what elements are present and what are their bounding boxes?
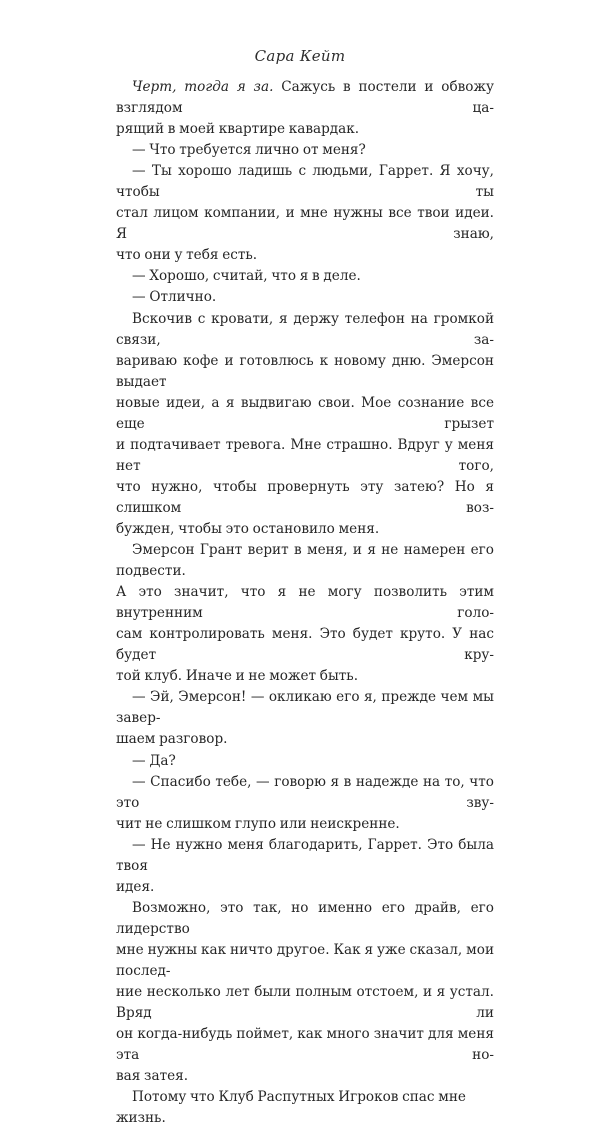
text-line: сам контролировать меня. Это будет круто. У нас будет кру- [116,626,494,664]
text-line: чит не слишком глупо или неискренне. [116,815,400,832]
paragraph-7 [116,540,494,687]
text-line: стал лицом компании, и мне нужны все твои идеи. Я знаю, [116,205,494,243]
text-line: рящий в моей квартире кавардак. [116,121,360,138]
text-line: Вскочив с кровати, я держу телефон на громкой связи, за- [116,310,494,348]
paragraph-8 [116,687,494,750]
text-line: — Отлично. [132,289,217,306]
text-line: вая затея. [116,1068,189,1085]
text-line: — Ты хорошо ладишь с людьми, Гаррет. Я хочу, чтобы ты [116,163,494,201]
paragraph-11 [116,835,494,898]
text-line: — Да? [132,752,176,769]
italic-thought: Черт, тогда я за. [132,79,274,95]
text-line: вариваю кофе и готовлюсь к новому дню. Эмерсон выдает [116,352,494,390]
text-line: ние несколько лет были полным отстоем, и я устал. Вряд ли [116,984,494,1022]
text-line: что нужно, чтобы провернуть эту затею? Но я слишком воз- [116,478,494,516]
paragraph-10 [116,772,494,835]
text-line: Потому что Клуб Распутных Игроков спас мне жизнь. [116,1089,466,1127]
paragraph-12 [116,898,494,1087]
paragraph-3 [116,161,494,266]
text-line: — Эй, Эмерсон! — окликаю его я, прежде чем мы завер- [116,689,494,727]
text-line [116,77,494,119]
paragraph-2 [116,140,494,161]
paragraph-13 [116,1087,494,1129]
text-line: той клуб. Иначе и не может быть. [116,668,359,685]
paragraph-4 [116,266,494,287]
text-line: шаем разговор. [116,731,228,748]
running-header: Сара Кейт [254,47,346,65]
text-line: бужден, чтобы это остановило меня. [116,520,380,537]
text-line: новые идеи, а я выдвигаю свои. Мое сознание все еще грызет [116,394,494,432]
body-text [116,77,494,1129]
paragraph-1 [116,77,494,140]
text-line: — Спасибо тебе, — говорю я в надежде на то, что это зву- [116,773,494,811]
text-line: он когда-нибудь поймет, как много значит для меня эта но- [116,1026,494,1064]
paragraph-6 [116,309,494,541]
text-line: — Хорошо, считай, что я в деле. [132,268,361,285]
paragraph-5 [116,287,494,308]
text-line: идея. [116,878,155,895]
text-line: что они у тебя есть. [116,247,258,264]
text-fragment: Сажусь в постели и обвожу взглядом ца- [116,79,494,117]
text-line: — Что требуется лично от меня? [132,142,366,159]
text-line: — Не нужно меня благодарить, Гаррет. Это была твоя [116,836,494,874]
paragraph-9 [116,751,494,772]
text-line: Эмерсон Грант верит в меня, и я не намерен его подвести. [116,542,494,580]
text-line: и подтачивает тревога. Мне страшно. Вдруг у меня нет того, [116,436,494,474]
text-line: мне нужны как ничто другое. Как я уже сказал, мои послед- [116,941,494,979]
text-line: А это значит, что я не могу позволить этим внутренним голо- [116,584,494,622]
text-line: Возможно, это так, но именно его драйв, его лидерство [116,899,494,937]
